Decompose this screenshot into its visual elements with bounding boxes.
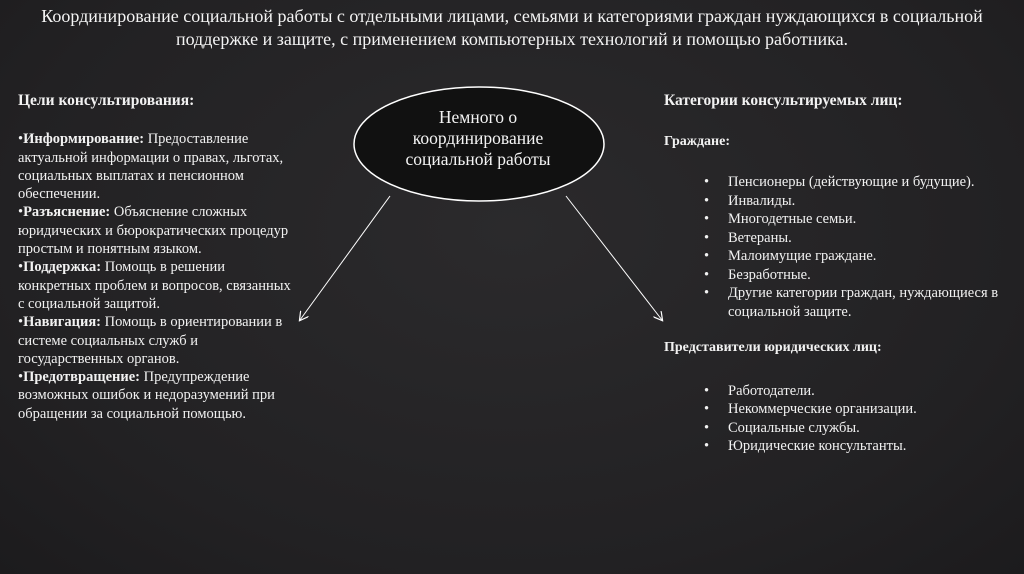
goal-text: Предупреждение возможных ошибок и недоразумений при обращении за социальной помощью.: [18, 369, 275, 422]
goal-item: •Навигация: Помощь в ориентировании в системе социальных служб и государственных органов.: [18, 314, 283, 367]
citizens-heading: Граждане:: [664, 133, 730, 149]
goal-term: Предотвращение:: [23, 369, 140, 386]
goal-text: Предоставление актуальной информации о правах, льготах, социальных выплатах и пенсионном обеспечении.: [18, 131, 284, 203]
goal-term: Навигация:: [23, 314, 102, 331]
list-item: • Многодетные семьи.: [664, 210, 1014, 229]
list-item: • Малоимущие граждане.: [664, 247, 1014, 266]
goal-item: •Разъяснение: Объяснение сложных юридических и бюрократических процедур простым и понятным языком.: [18, 204, 289, 258]
list-item: • Работодатели.: [664, 382, 1014, 401]
list-item: • Некоммерческие организации.: [664, 400, 1014, 419]
list-item: • Социальные службы.: [664, 419, 1014, 438]
categories-column: [664, 92, 1014, 456]
goal-text: Помощь в решении конкретных проблем и вопросов, связанных с социальной защитой.: [18, 259, 291, 312]
slide-title: Координирование социальной работы с отдельными лицами, семьями и категориями граждан нуждающихся в социальной поддержке и защите, с применением компьютерных технологий и помощью работника.: [41, 6, 983, 49]
citizens-list: [664, 173, 1014, 321]
goal-item: •Поддержка: Помощь в решении конкретных проблем и вопросов, связанных с социальной защитой.: [18, 259, 291, 312]
goal-item: •Информирование: Предоставление актуальной информации о правах, льготах, социальных выплатах и пенсионном обеспечении.: [18, 131, 284, 203]
list-item: • Инвалиды.: [664, 192, 1014, 211]
list-item: • Безработные.: [664, 266, 1014, 285]
goal-term: Разъяснение:: [23, 204, 111, 221]
arrow-right: [566, 196, 662, 320]
list-item: • Другие категории граждан, нуждающиеся в социальной защите.: [664, 284, 1014, 321]
goal-item: •Предотвращение: Предупреждение возможных ошибок и недоразумений при обращении за социальной помощью.: [18, 369, 275, 422]
categories-heading: Категории консультируемых лиц:: [664, 92, 903, 109]
goal-text: Объяснение сложных юридических и бюрократических процедур простым и понятным языком.: [18, 204, 289, 258]
list-item: • Пенсионеры (действующие и будущие).: [664, 173, 1014, 192]
arrow-left: [300, 196, 390, 320]
goals-heading: Цели консультирования:: [18, 92, 195, 109]
goal-text: Помощь в ориентировании в системе социальных служб и государственных органов.: [18, 314, 283, 367]
list-item: • Юридические консультанты.: [664, 437, 1014, 456]
legal-entities-heading: Представители юридических лиц:: [664, 340, 882, 355]
center-ellipse-text: Немного о координирование социальной работы: [405, 107, 551, 169]
list-item: • Ветераны.: [664, 229, 1014, 248]
goal-term: Поддержка:: [23, 259, 102, 276]
goals-column: [18, 92, 298, 423]
legal-entities-list: [664, 382, 1014, 456]
goal-term: Информирование:: [23, 131, 145, 148]
